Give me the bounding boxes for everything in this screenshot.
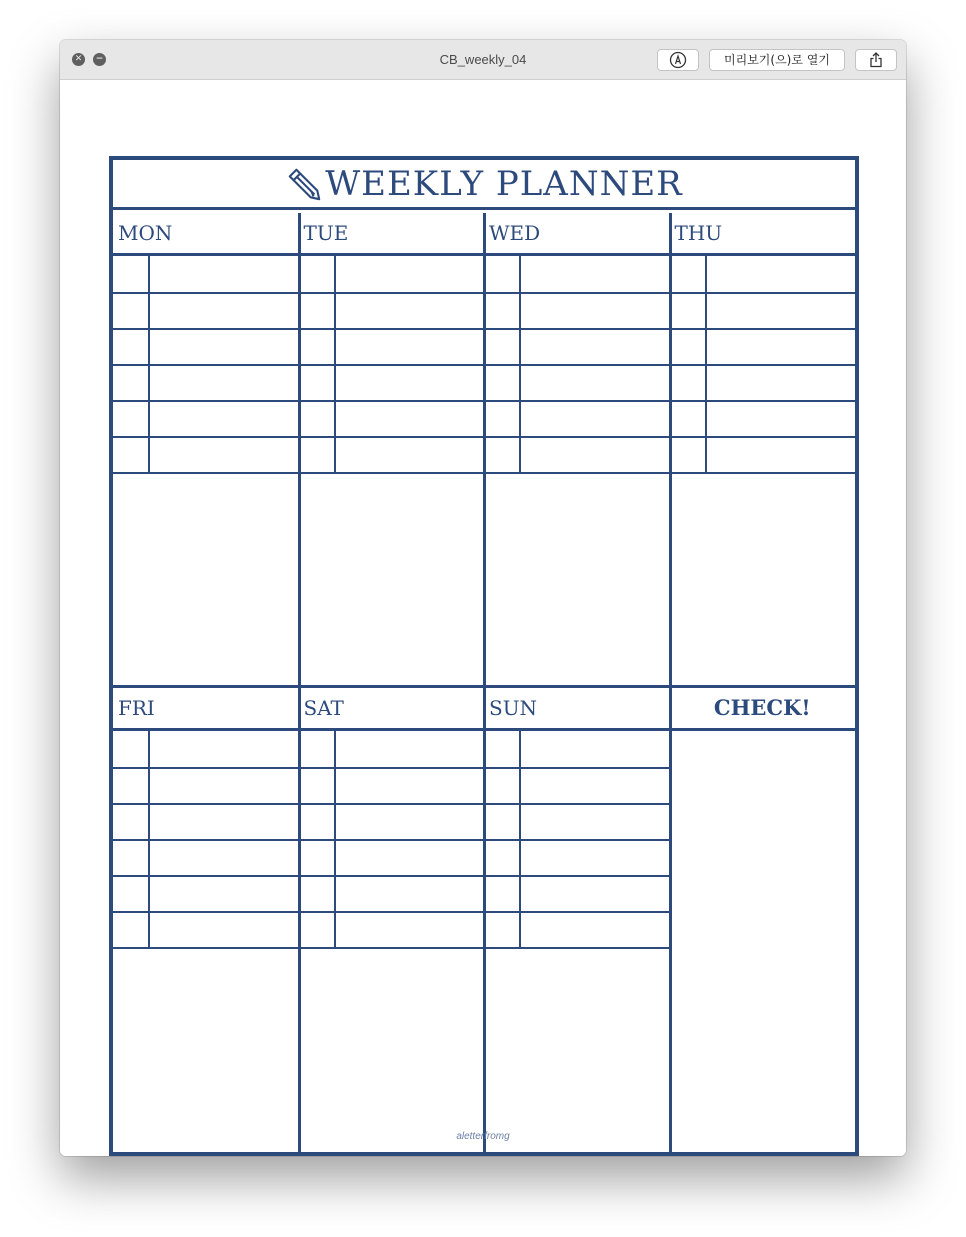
day-header-sat: SAT <box>303 696 344 720</box>
task-row[interactable] <box>484 803 670 839</box>
task-row[interactable] <box>484 875 670 911</box>
task-row[interactable] <box>484 436 670 472</box>
task-row[interactable] <box>113 364 299 400</box>
task-row[interactable] <box>299 803 485 839</box>
task-row[interactable] <box>113 911 299 947</box>
task-row[interactable] <box>299 256 485 292</box>
day-header-wed: WED <box>489 221 541 245</box>
task-row[interactable] <box>670 364 856 400</box>
task-row[interactable] <box>299 436 485 472</box>
check-area[interactable] <box>670 731 856 1152</box>
task-row[interactable] <box>113 400 299 436</box>
markup-pen-icon <box>669 51 687 69</box>
task-row[interactable] <box>670 400 856 436</box>
task-row[interactable] <box>484 292 670 328</box>
task-row-divider <box>299 472 485 474</box>
task-row[interactable] <box>670 256 856 292</box>
task-row[interactable] <box>670 292 856 328</box>
close-icon[interactable]: ✕ <box>72 53 85 66</box>
quicklook-window <box>60 40 906 1156</box>
task-row-divider <box>113 947 299 949</box>
task-row[interactable] <box>484 400 670 436</box>
task-row-divider <box>299 947 485 949</box>
minimize-icon[interactable]: − <box>93 53 106 66</box>
document-view[interactable] <box>60 81 906 1156</box>
weekly-planner <box>109 156 859 1156</box>
task-row[interactable] <box>484 839 670 875</box>
share-icon <box>868 51 884 69</box>
check-header: CHECK! <box>713 695 811 720</box>
task-row[interactable] <box>299 328 485 364</box>
task-row-divider <box>670 472 856 474</box>
task-row[interactable] <box>299 767 485 803</box>
task-row[interactable] <box>113 436 299 472</box>
task-row-divider <box>113 472 299 474</box>
title-bar <box>60 40 906 80</box>
task-row[interactable] <box>113 256 299 292</box>
task-row[interactable] <box>670 436 856 472</box>
task-row[interactable] <box>484 911 670 947</box>
task-row-divider <box>484 472 670 474</box>
task-row[interactable] <box>484 328 670 364</box>
task-row[interactable] <box>113 731 299 767</box>
task-row[interactable] <box>484 256 670 292</box>
planner-title: WEEKLY PLANNER <box>325 163 683 204</box>
day-header-thu: THU <box>674 221 723 245</box>
task-row[interactable] <box>299 731 485 767</box>
task-row[interactable] <box>113 875 299 911</box>
task-row[interactable] <box>113 767 299 803</box>
task-row[interactable] <box>113 328 299 364</box>
task-row[interactable] <box>299 875 485 911</box>
task-row[interactable] <box>484 364 670 400</box>
task-row[interactable] <box>299 364 485 400</box>
task-row[interactable] <box>299 292 485 328</box>
task-row-divider <box>484 947 670 949</box>
task-row[interactable] <box>299 911 485 947</box>
planner-title-row <box>113 160 855 210</box>
day-header-mon: MON <box>118 221 173 245</box>
footer-credit: aletterfromg <box>456 1131 510 1142</box>
task-row[interactable] <box>670 328 856 364</box>
task-row[interactable] <box>113 839 299 875</box>
window-title: CB_weekly_04 <box>439 52 527 67</box>
task-row[interactable] <box>113 292 299 328</box>
day-header-fri: FRI <box>118 696 155 720</box>
task-row[interactable] <box>299 400 485 436</box>
day-header-tue: TUE <box>303 221 349 245</box>
day-header-sun: SUN <box>489 696 538 720</box>
task-row[interactable] <box>484 731 670 767</box>
markup-button[interactable] <box>657 49 699 71</box>
task-row[interactable] <box>113 803 299 839</box>
open-in-preview-button[interactable]: 미리보기(으)로 열기 <box>709 49 845 71</box>
pencil-icon <box>285 165 323 203</box>
task-row[interactable] <box>299 839 485 875</box>
share-button[interactable] <box>855 49 897 71</box>
task-row[interactable] <box>484 767 670 803</box>
